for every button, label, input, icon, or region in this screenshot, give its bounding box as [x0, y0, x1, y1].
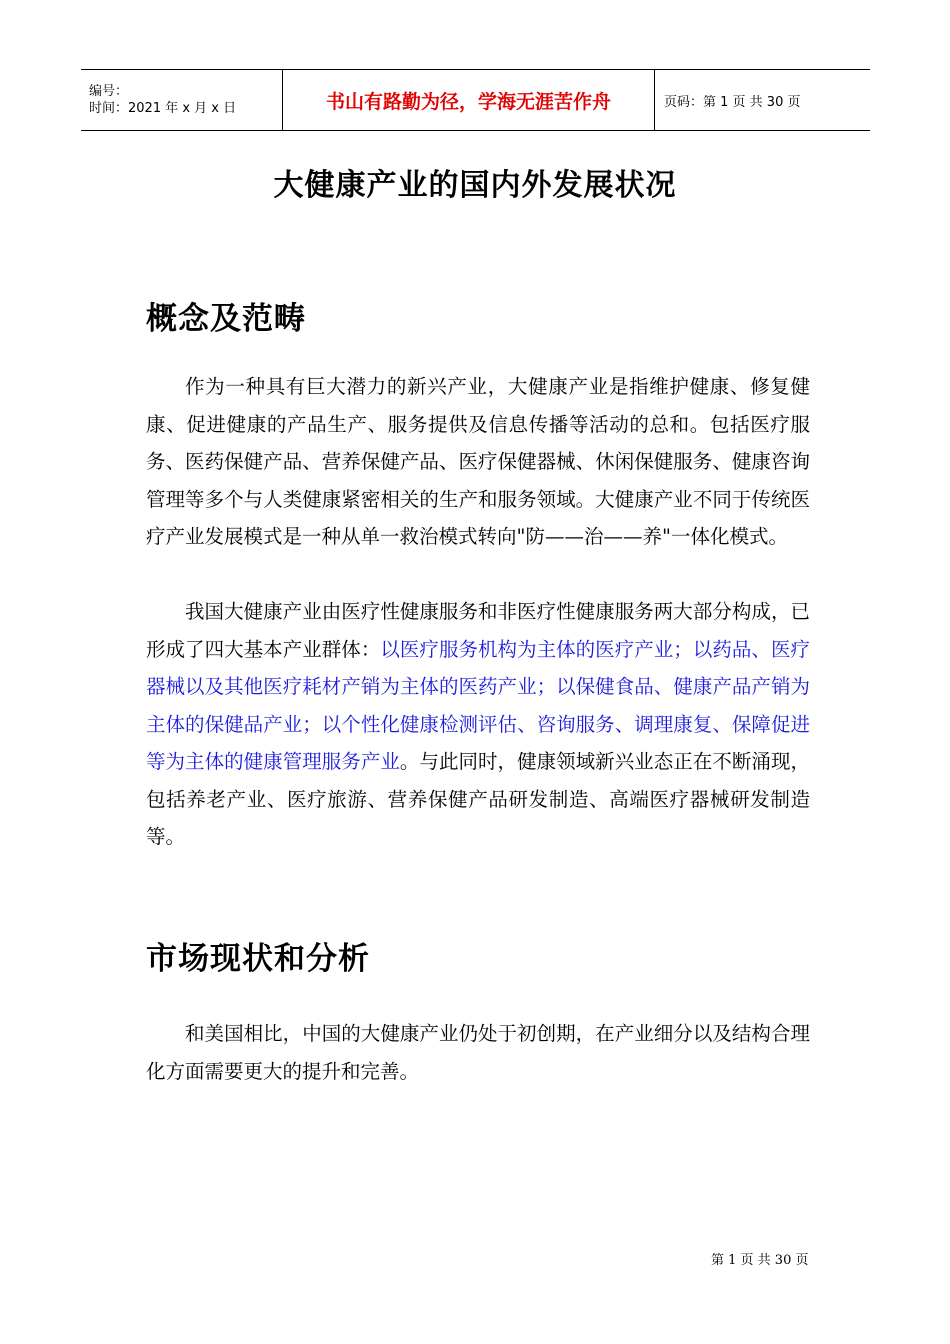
paragraph-industry-groups-intro: 我国大健康产业由医疗性健康服务和非医疗性健康服务两大部分构成，已形成了四大基本产业群体：: [146, 600, 810, 661]
paragraph-concept-definition: 作为一种具有巨大潜力的新兴产业，大健康产业是指维护健康、修复健康、促进健康的产品生产、服务提供及信息传播等活动的总和。包括医疗服务、医药保健产品、营养保健产品、医疗保健器械、休闲保健服务、健康咨询管理等多个与人类健康紧密相关的生产和服务领域。大健康产业不同于传统医疗产业发展模式是一种从单一救治模式转向"防——治——养"一体化模式。: [146, 375, 810, 548]
paragraph-industry-groups-end: 。与此同时，健康领域新兴业态正在不断涌现，包括养老产业、医疗旅游、营养保健产品研发制造、高端医疗器械研发制造等。: [146, 750, 810, 848]
document-number-label: 编号：: [89, 84, 129, 99]
header-motto: 书山有路勤为径，学海无涯苦作舟: [325, 90, 611, 113]
industry-groups-highlight: 以医疗服务机构为主体的医疗产业；以药品、医疗器械以及其他医疗耗材产销为主体的医药产业；以保健食品、健康产品产销为主体的保健品产业；以个性化健康检测评估、咨询服务、调理康复、保障促进等为主体的健康管理服务产业: [146, 637, 810, 773]
document-date-label: 时间：2021 年 x 月 x 日: [89, 101, 237, 116]
header-page-cell: [655, 70, 870, 130]
paragraph-market-status: 和美国相比，中国的大健康产业仍处于初创期，在产业细分以及结构合理化方面需要更大的提升和完善。: [146, 1022, 810, 1083]
footer-page-number: 第 1 页 共 30 页: [711, 1253, 809, 1268]
document-title: 大健康产业的国内外发展状况: [273, 168, 677, 203]
header-meta: [81, 70, 282, 130]
section-heading-concept: 概念及范畴: [146, 301, 306, 337]
page-header: [81, 69, 870, 131]
section-heading-market: 市场现状和分析: [146, 941, 370, 977]
header-motto-cell: [282, 70, 655, 130]
header-page-number: 页码：第 1 页 共 30 页: [664, 94, 801, 110]
paragraph-industry-groups: [146, 593, 810, 856]
